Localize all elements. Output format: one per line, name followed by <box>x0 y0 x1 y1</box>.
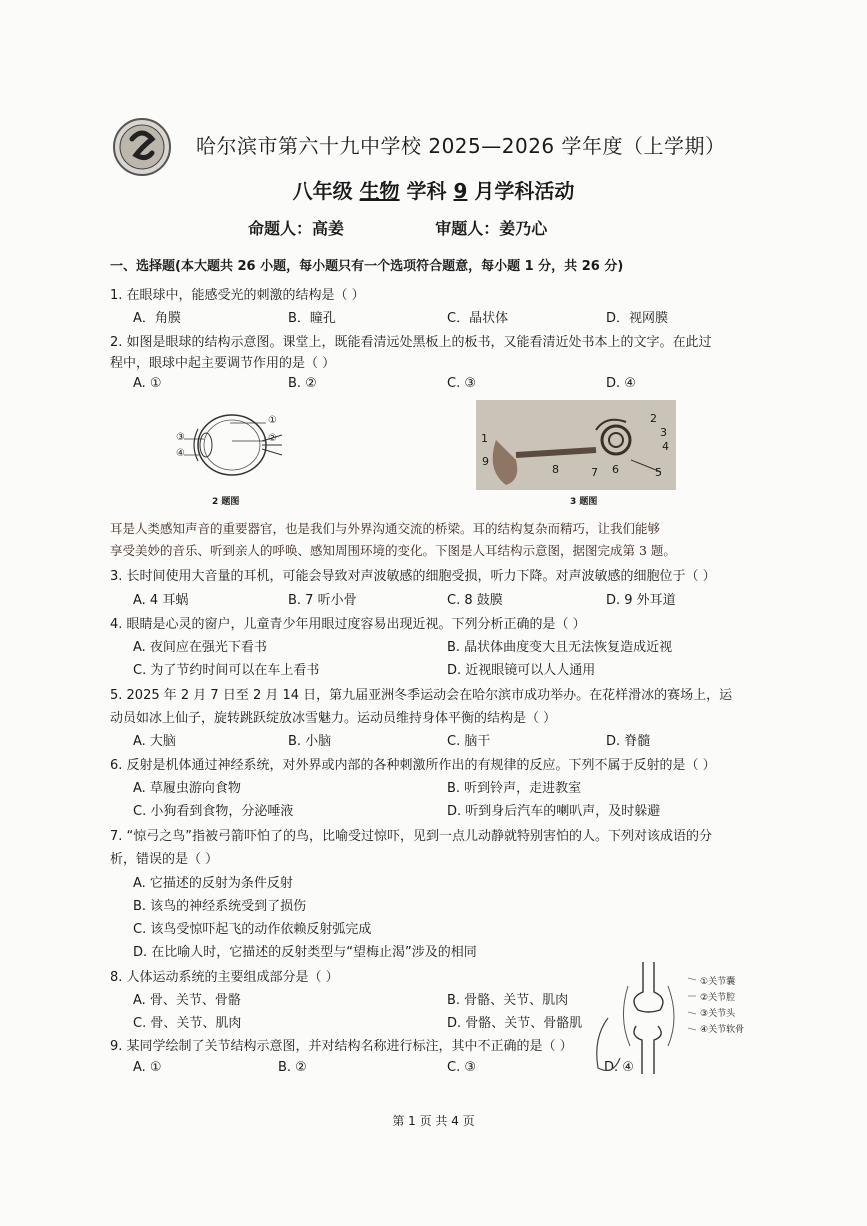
q4-option-d: D. 近视眼镜可以人人通用 <box>447 663 596 678</box>
fig2-caption: 2 题图 <box>212 497 240 507</box>
q9-option-a: A. ① <box>133 1060 162 1075</box>
q4-option-b: B. 晶状体曲度变大且无法恢复造成近视 <box>447 640 673 655</box>
q1-option-d: D．视网膜 <box>606 311 669 326</box>
q9-option-c: C. ③ <box>447 1060 476 1075</box>
ear-label-8: 8 <box>552 463 559 476</box>
q8-option-b: B. 骨骼、关节、肌肉 <box>447 993 569 1008</box>
month: 9 <box>453 179 468 203</box>
q5-option-b: B. 小脑 <box>288 734 332 749</box>
q4-option-a: A. 夜间应在强光下看书 <box>133 640 267 655</box>
joint-diagram <box>588 958 698 1078</box>
q8-option-c: C. 骨、关节、肌肉 <box>133 1016 242 1031</box>
author-label: 命题人： <box>248 219 313 238</box>
passage-line1: 耳是人类感知声音的重要器官，也是我们与外界沟通交流的桥梁。耳的结构复杂而精巧，让我们能够 <box>110 521 661 536</box>
subject: 生物 <box>359 179 400 203</box>
q7-option-d: D. 在比喻人时，它描述的反射类型与“望梅止渴”涉及的相同 <box>133 945 477 960</box>
q3-option-c: C. 8 鼓膜 <box>447 593 503 608</box>
eye-label-1: ① <box>268 415 277 426</box>
ear-label-4: 4 <box>662 440 669 453</box>
reviewer-name: 姜乃心 <box>499 219 548 238</box>
ear-diagram <box>476 400 676 490</box>
q5-stem-line2: 动员如冰上仙子，旋转跳跃绽放冰雪魅力。运动员维持身体平衡的结构是（ ） <box>110 711 557 726</box>
joint-label-3: ③关节头 <box>700 1009 736 1019</box>
q8-option-a: A. 骨、关节、骨骼 <box>133 993 241 1008</box>
exam-subtitle <box>0 175 867 204</box>
q8-stem: 8. 人体运动系统的主要组成部分是（ ） <box>110 970 339 985</box>
q9-stem: 9. 某同学绘制了关节结构示意图，并对结构名称进行标注，其中不正确的是（ ） <box>110 1039 573 1054</box>
eye-label-4: ④ <box>176 448 185 459</box>
q3-option-a: A. 4 耳蜗 <box>133 593 189 608</box>
authors-line <box>248 216 547 239</box>
q1-option-a: A．角膜 <box>133 311 181 326</box>
page-footer: 第 1 页 共 4 页 <box>392 1114 475 1128</box>
q7-stem-line1: 7. “惊弓之鸟”指被弓箭吓怕了的鸟，比喻受过惊吓，见到一点儿动静就特别害怕的人。下列对该成语的分 <box>110 829 713 844</box>
q2-stem-line1: 2. 如图是眼球的结构示意图。课堂上，既能看清远处黑板上的板书，又能看清近处书本上的文字。在此过 <box>110 335 712 350</box>
q2-option-c: C. ③ <box>447 376 476 391</box>
q5-option-c: C. 脑干 <box>447 734 491 749</box>
q2-option-b: B. ② <box>288 376 317 391</box>
q5-stem-line1: 5. 2025 年 2 月 7 日至 2 月 14 日，第九届亚洲冬季运动会在哈尔滨市成功举办。在花样滑冰的赛场上，运 <box>110 688 733 703</box>
reviewer-label: 审题人： <box>435 219 500 238</box>
q3-option-d: D. 9 外耳道 <box>606 593 676 608</box>
author-name: 高姜 <box>312 219 345 238</box>
joint-label-2: ②关节腔 <box>700 993 736 1003</box>
passage-line2: 享受美妙的音乐、听到亲人的呼唤、感知周围环境的变化。下图是人耳结构示意图，据图完成第 3 题。 <box>110 543 676 558</box>
q8-option-d: D. 骨骼、关节、骨骼肌 <box>447 1016 583 1031</box>
q9-option-d: D. ④ <box>604 1060 634 1075</box>
section-heading: 一、选择题(本大题共 26 小题，每小题只有一个选项符合题意，每小题 1 分，共 26 分) <box>110 259 624 274</box>
q7-stem-line2: 析，错误的是（ ） <box>110 852 219 867</box>
fig3-caption: 3 题图 <box>570 497 598 507</box>
subject-suffix: 学科 <box>406 179 447 203</box>
q6-option-b: B. 听到铃声，走进教室 <box>447 781 582 796</box>
q1-option-b: B．瞳孔 <box>288 311 336 326</box>
q7-option-b: B. 该鸟的神经系统受到了损伤 <box>133 899 307 914</box>
q7-option-c: C. 该鸟受惊吓起飞的动作依赖反射弧完成 <box>133 922 372 937</box>
joint-label-4: ④关节软骨 <box>700 1025 745 1035</box>
ear-label-3: 3 <box>660 426 667 439</box>
q6-stem: 6. 反射是机体通过神经系统，对外界或内部的各种刺激所作出的有规律的反应。下列不属于反射的是（ ） <box>110 758 716 773</box>
q5-option-a: A. 大脑 <box>133 734 176 749</box>
ear-label-1: 1 <box>481 432 488 445</box>
q3-option-b: B. 7 听小骨 <box>288 593 357 608</box>
q4-option-c: C. 为了节约时间可以在车上看书 <box>133 663 320 678</box>
q4-stem: 4. 眼睛是心灵的窗户，儿童青少年用眼过度容易出现近视。下列分析正确的是（ ） <box>110 617 586 632</box>
q7-option-a: A. 它描述的反射为条件反射 <box>133 876 293 891</box>
grade: 八年级 <box>292 179 353 203</box>
eye-label-3: ③ <box>176 432 185 443</box>
eye-label-2: ② <box>268 433 277 444</box>
page-title: 哈尔滨市第六十九中学校 2025—2026 学年度（上学期） <box>196 134 726 158</box>
ear-label-7: 7 <box>591 466 598 479</box>
q6-option-d: D. 听到身后汽车的喇叭声，及时躲避 <box>447 804 661 819</box>
q2-option-d: D. ④ <box>606 376 636 391</box>
q1-option-c: C．晶状体 <box>447 311 509 326</box>
q5-option-d: D. 脊髓 <box>606 734 651 749</box>
school-logo <box>112 117 172 177</box>
ear-label-9: 9 <box>482 455 489 468</box>
q6-option-c: C. 小狗看到食物，分泌唾液 <box>133 804 294 819</box>
q3-stem: 3. 长时间使用大音量的耳机，可能会导致对声波敏感的细胞受损，听力下降。对声波敏感的细胞位于（ ） <box>110 569 716 584</box>
ear-label-5: 5 <box>655 466 662 479</box>
q1-stem: 1. 在眼球中，能感受光的刺激的结构是（ ） <box>110 288 365 303</box>
q2-option-a: A. ① <box>133 376 162 391</box>
joint-label-1: ①关节囊 <box>700 977 736 987</box>
q2-stem-line2: 程中，眼球中起主要调节作用的是（ ） <box>110 356 336 371</box>
ear-label-2: 2 <box>650 412 657 425</box>
activity: 月学科活动 <box>474 179 575 203</box>
q9-option-b: B. ② <box>278 1060 307 1075</box>
q6-option-a: A. 草履虫游向食物 <box>133 781 241 796</box>
ear-label-6: 6 <box>612 463 619 476</box>
